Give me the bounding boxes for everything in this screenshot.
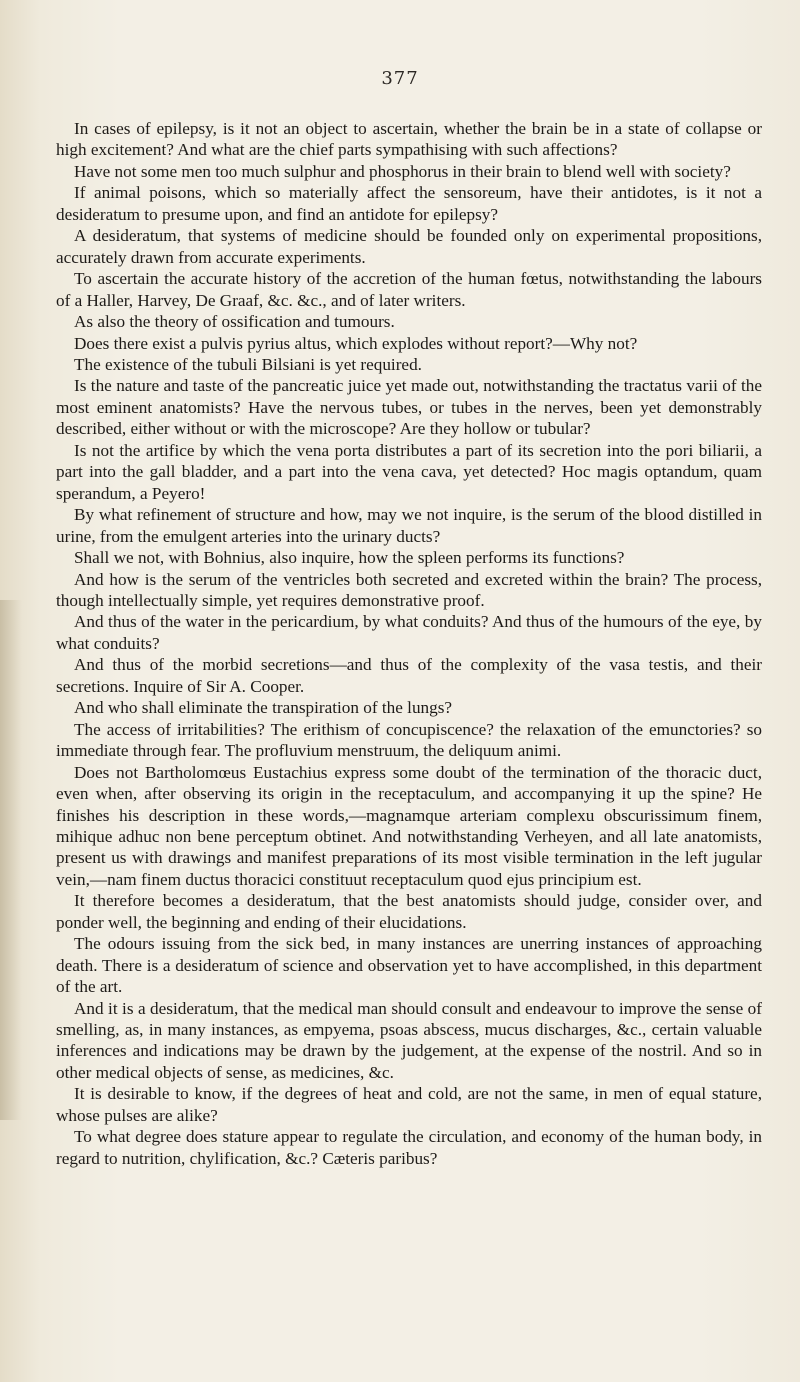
- paragraph: By what refinement of structure and how, may we not inquire, is the serum of the blood distilled in urine, from the emulgent arteries into the urinary ducts?: [56, 505, 762, 546]
- paragraph: And thus of the morbid secretions—and thus of the complexity of the vasa testis, and their secretions. Inquire of Sir A. Cooper.: [56, 655, 762, 696]
- page-edge-shadow: [0, 600, 22, 1120]
- paragraph: And it is a desideratum, that the medical man should consult and endeavour to improve the sense of smelling, as, in many instances, as empyema, psoas abscess, mucus discharges, &c., certain valuable inferences and indications may be drawn by the judgement, at the expense of the nostril. And so in other medical objects of sense, as medicines, &c.: [56, 998, 762, 1082]
- paragraph: If animal poisons, which so materially affect the sensoreum, have their antidotes, is it not a desideratum to presume upon, and find an antidote for epilepsy?: [56, 183, 762, 224]
- paragraph: To ascertain the accurate history of the accretion of the human fœtus, notwithstanding the labours of a Haller, Harvey, De Graaf, &c. &c., and of later writers.: [56, 269, 762, 310]
- paragraph: It therefore becomes a desideratum, that the best anatomists should judge, consider over, and ponder well, the beginning and ending of their elucidations.: [56, 891, 762, 932]
- paragraph: The odours issuing from the sick bed, in many instances are unerring instances of approaching death. There is a desideratum of science and observation yet to have accomplished, in this department of the art.: [56, 934, 762, 997]
- paragraph: And how is the serum of the ventricles both secreted and excreted within the brain? The process, though intellectually simple, yet requires demonstrative proof.: [56, 569, 762, 610]
- paragraph: To what degree does stature appear to regulate the circulation, and economy of the human body, in regard to nutrition, chylification, &c.? Cæteris paribus?: [56, 1127, 762, 1168]
- paragraph: The existence of the tubuli Bilsiani is yet required.: [74, 354, 422, 374]
- paragraph: Does there exist a pulvis pyrius altus, which explodes without report?—Why not?: [74, 333, 638, 353]
- paragraph: It is desirable to know, if the degrees of heat and cold, are not the same, in men of equal stature, whose pulses are alike?: [56, 1084, 762, 1125]
- paragraph: A desideratum, that systems of medicine should be founded only on experimental propositions, accurately drawn from accurate experiments.: [56, 226, 762, 267]
- body-text: [56, 118, 762, 1169]
- paragraph: Have not some men too much sulphur and phosphorus in their brain to blend well with society?: [74, 161, 731, 181]
- paragraph: Shall we not, with Bohnius, also inquire, how the spleen performs its functions?: [74, 548, 625, 568]
- paragraph: As also the theory of ossification and tumours.: [74, 312, 395, 332]
- paragraph: The access of irritabilities? The erithism of concupiscence? the relaxation of the emunctories? so immediate through fear. The profluvium menstruum, the deliquum animi.: [56, 719, 762, 761]
- paragraph: Does not Bartholomœus Eustachius express some doubt of the termination of the thoracic duct, even when, after observing its origin in the receptaculum, and accompanying it up the spine? He finishes his description in these words,—magnamque arteriam complexu obscurissimum finem, mihique adhuc non bene perceptum obtinet. And notwithstanding Verheyen, and all late anatomists, present us with drawings and manifest preparations of its most visible termination in the left jugular vein,—nam finem ductus thoracici constituut receptaculum quod ejus principium est.: [56, 762, 762, 889]
- paragraph: Is not the artifice by which the vena porta distributes a part of its secretion into the pori biliarii, a part into the gall bladder, and a part into the vena cava, yet detected? Hoc magis optandum, quam sperandum, a Peyero!: [56, 440, 762, 503]
- paragraph: And thus of the water in the pericardium, by what conduits? And thus of the humours of the eye, by what conduits?: [56, 612, 762, 653]
- paragraph: In cases of epilepsy, is it not an object to ascertain, whether the brain be in a state of collapse or high excitement? And what are the chief parts sympathising with such affections?: [56, 119, 762, 160]
- paragraph: And who shall eliminate the transpiration of the lungs?: [74, 698, 453, 718]
- paragraph: Is the nature and taste of the pancreatic juice yet made out, notwithstanding the tractatus varii of the most eminent anatomists? Have the nervous tubes, or tubes in the nerves, been yet demonstrably described, either without or with the microscope? Are they hollow or tubular?: [56, 376, 762, 439]
- page-number: 377: [381, 68, 419, 89]
